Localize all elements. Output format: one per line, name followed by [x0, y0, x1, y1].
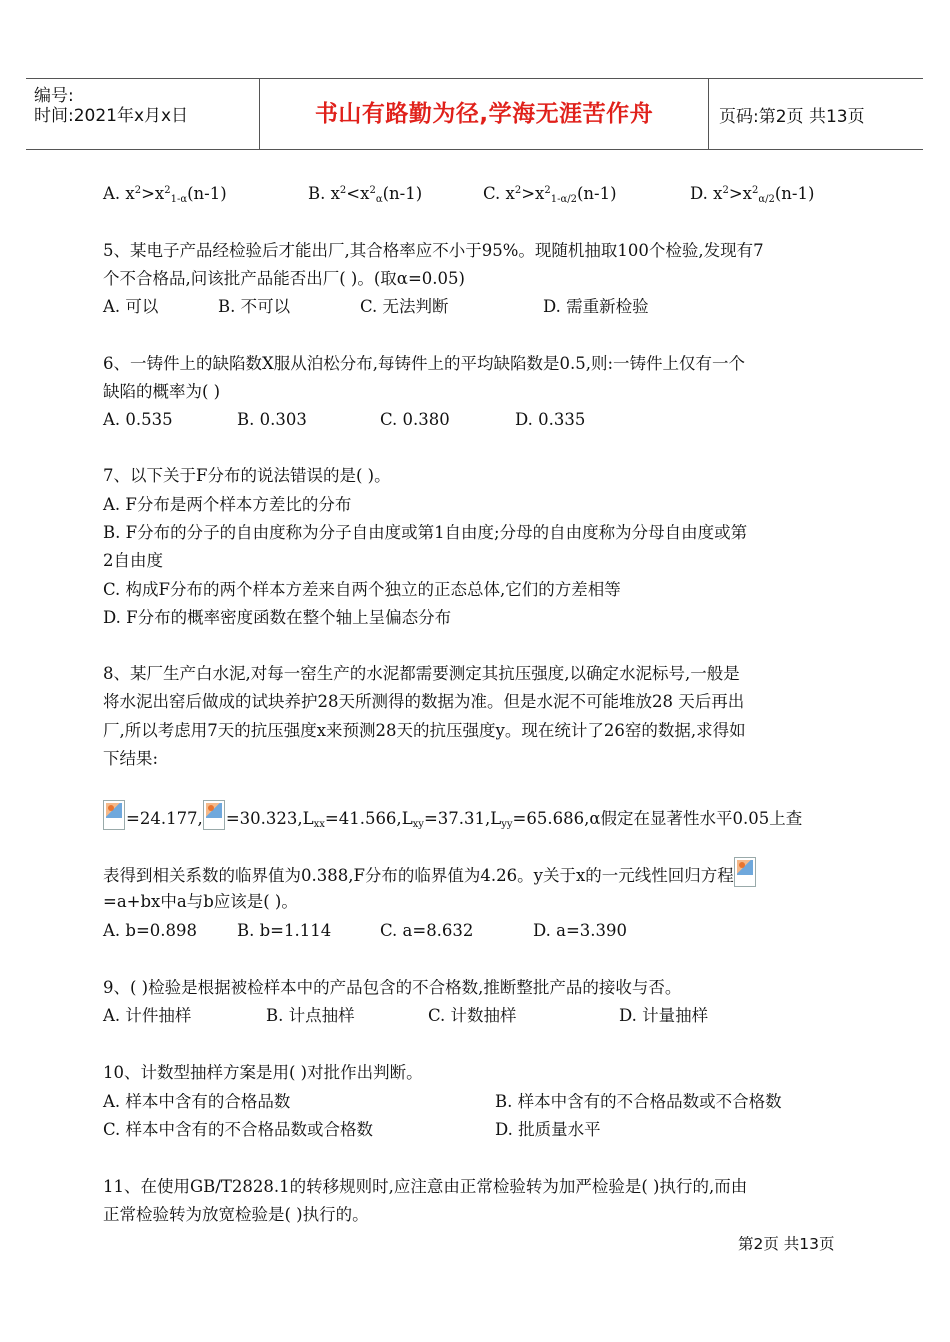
q8-option-c: C. a=8.632 — [380, 921, 474, 940]
q9-option-c: C. 计数抽样 — [428, 1006, 517, 1025]
y-bar-formula-image — [203, 800, 225, 830]
q9-option-a: A. 计件抽样 — [103, 1006, 192, 1025]
motto-text: 书山有路勤为径,学海无涯苦作舟 — [314, 101, 654, 127]
q5-option-d: D. 需重新检验 — [543, 297, 649, 316]
q7-option-b-line-1: B. F分布的分子的自由度称为分子自由度或第1自由度;分母的自由度称为分母自由度或第 — [103, 523, 748, 542]
header-meta-cell — [26, 79, 256, 149]
q8-statistics-line: =24.177, $=30.323,L_{xx}=41.566,L_{xy}=37.31,L_{yy}=65.686,\alpha$假定在显著性水平0.05上查 — [103, 800, 802, 830]
header-page-cell — [709, 79, 923, 149]
q10-line-1: 10、计数型抽样方案是用( )对批作出判断。 — [103, 1063, 423, 1082]
q5-option-a: A. 可以 — [103, 297, 159, 316]
q8-option-d: D. a=3.390 — [533, 921, 628, 940]
q8-line-1: 8、某厂生产白水泥,对每一窑生产的水泥都需要测定其抗压强度,以确定水泥标号,一般是 — [103, 664, 740, 683]
q6-option-b: B. 0.303 — [237, 410, 307, 429]
q7-line-1: 7、以下关于F分布的说法错误的是( )。 — [103, 466, 391, 485]
q10-option-a: A. 样本中含有的合格品数 — [103, 1092, 291, 1111]
serial-label: 编号: — [34, 86, 74, 106]
q8-line-4: 下结果: — [103, 749, 159, 768]
footer-page-number: 第2页 共13页 — [738, 1235, 835, 1253]
q10-option-b: B. 样本中含有的不合格品数或不合格数 — [495, 1092, 782, 1111]
q4-option-b: B. $x^2<x^2_\alpha(n-1)$ — [308, 184, 423, 205]
q10-option-c: C. 样本中含有的不合格品数或合格数 — [103, 1120, 374, 1139]
q4-option-c: C. $x^2>x^2_{1-\alpha/2}(n-1)$ — [483, 184, 617, 205]
q10-option-d: D. 批质量水平 — [495, 1120, 601, 1139]
q6-option-c: C. 0.380 — [380, 410, 450, 429]
q8-line-7: =a+bx中a与b应该是( )。 — [103, 892, 298, 911]
q11-line-1: 11、在使用GB/T2828.1的转移规则时,应注意由正常检验转为加严检验是( )执行的,而由 — [103, 1177, 748, 1196]
header-page-number: 页码:第2页 共13页 — [719, 107, 865, 127]
q6-line-2: 缺陷的概率为( ) — [103, 382, 221, 401]
q8-option-b: B. b=1.114 — [237, 921, 332, 940]
q6-line-1: 6、一铸件上的缺陷数X服从泊松分布,每铸件上的平均缺陷数是0.5,则:一铸件上仅有一个 — [103, 354, 746, 373]
q6-option-d: D. 0.335 — [515, 410, 586, 429]
y-bar-value: =30.323, — [225, 809, 303, 828]
q4-option-d: D. $x^2>x^2_{\alpha/2}(n-1)$ — [690, 184, 815, 205]
q7-option-b-line-2: 2自由度 — [103, 551, 163, 570]
q8-option-a: A. b=0.898 — [103, 921, 198, 940]
header-motto-cell — [259, 79, 709, 149]
x-bar-formula-image — [103, 800, 125, 830]
q6-option-a: A. 0.535 — [103, 410, 173, 429]
q7-option-c: C. 构成F分布的两个样本方差来自两个独立的正态总体,它们的方差相等 — [103, 580, 621, 599]
q5-line-1: 5、某电子产品经检验后才能出厂,其合格率应不小于95%。现随机抽取100个检验,发现有7 — [103, 241, 764, 260]
q11-line-2: 正常检验转为放宽检验是( )执行的。 — [103, 1205, 369, 1224]
q7-option-a: A. F分布是两个样本方差比的分布 — [103, 495, 352, 514]
x-bar-value: =24.177, — [126, 809, 203, 828]
regression-formula-image — [734, 857, 756, 887]
q8-line-2: 将水泥出窑后做成的试块养护28天所测得的数据为准。但是水泥不可能堆放28 天后再出 — [103, 692, 745, 711]
q9-line-1: 9、( )检验是根据被检样本中的产品包含的不合格数,推断整批产品的接收与否。 — [103, 978, 682, 997]
q5-option-c: C. 无法判断 — [360, 297, 449, 316]
time-label: 时间:2021年x月x日 — [34, 106, 189, 126]
q7-option-d: D. F分布的概率密度函数在整个轴上呈偏态分布 — [103, 608, 452, 627]
q9-option-d: D. 计量抽样 — [619, 1006, 709, 1025]
q9-option-b: B. 计点抽样 — [266, 1006, 355, 1025]
q5-line-2: 个不合格品,问该批产品能否出厂( )。(取α=0.05) — [103, 269, 465, 288]
page-header — [26, 78, 923, 150]
q8-line-6: 表得到相关系数的临界值为0.388,F分布的临界值为4.26。y关于x的一元线性回归方程 — [103, 857, 757, 887]
q8-line-3: 厂,所以考虑用7天的抗压强度x来预测28天的抗压强度y。现在统计了26窑的数据,求得如 — [103, 721, 746, 740]
q5-option-b: B. 不可以 — [218, 297, 291, 316]
q4-option-a: A. $x^2>x^2_{1-\alpha}(n-1)$ — [103, 184, 227, 205]
